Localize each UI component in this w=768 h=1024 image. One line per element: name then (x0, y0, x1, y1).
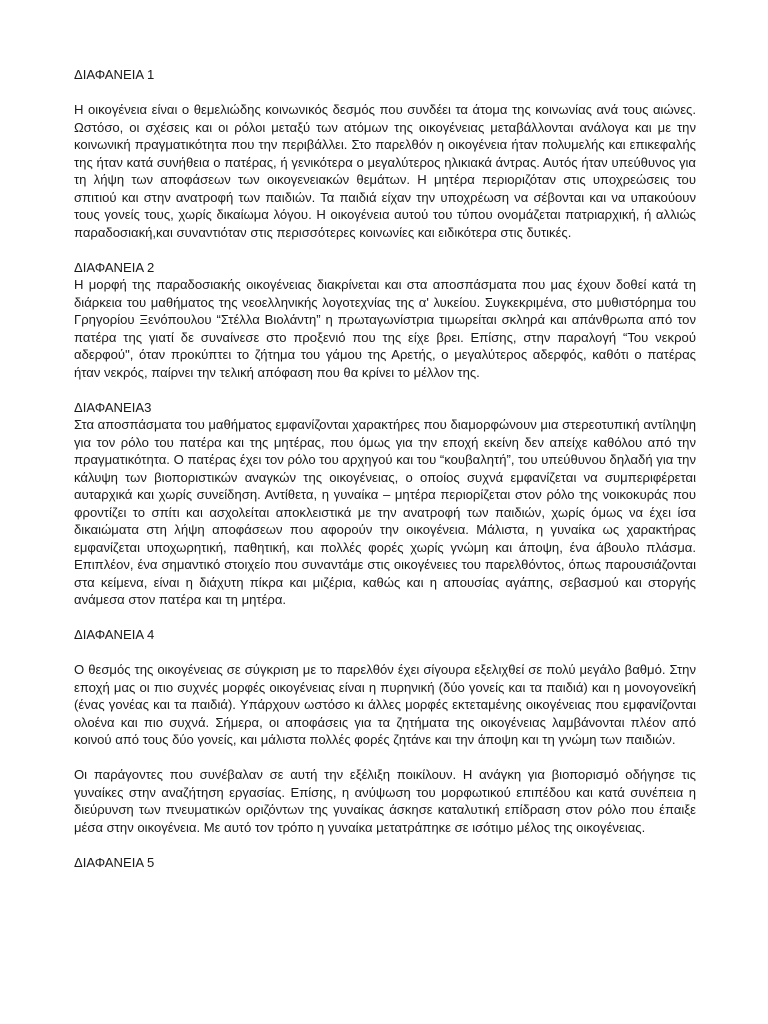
spacer (74, 609, 696, 627)
spacer (74, 84, 696, 102)
section-4-paragraph-1: Ο θεσμός της οικογένειας σε σύγκριση με το παρελθόν έχει σίγουρα εξελιχθεί σε πολύ μεγάλο βαθμό. Στην εποχή μας οι πιο συχνές μορφές οικογένειας είναι η πυρηνική (δύο γονείς και τα παιδιά) και η μονογονεϊκή (ένας γονέας και τα παιδιά). Υπάρχουν ωστόσο κι άλλες μορφές εκτεταμένης οικογένειας που εμφανίζονται ολοένα και πιο συχνά. Σήμερα, οι αποφάσεις για τα ζητήματα της οικογένειας λαμβάνονται πλέον από κοινού από τους δύο γονείς, και μάλιστα πολλές φορές ζητάνε και την άποψη και τη γνώμη των παιδιών. (74, 662, 696, 747)
spacer (74, 241, 696, 259)
section-4-paragraph-2: Οι παράγοντες που συνέβαλαν σε αυτή την εξέλιξη ποικίλουν. Η ανάγκη για βιοπορισμό οδήγησε τις γυναίκες στην αναζήτηση εργασίας. Επίσης, η ανύψωση του μορφωτικού επιπέδου και κατά συνέπεια η διεύρυνση των πνευματικών οριζόντων της γυναίκας άσκησε καταλυτική επίδραση στον ρόλο που έπαιξε μέσα στην οικογένεια. Με αυτό τον τρόπο η γυναίκα μετατράπηκε σε ισότιμο μέλος της οικογένειας. (74, 767, 696, 835)
spacer (74, 749, 696, 767)
section-2-paragraph: Η μορφή της παραδοσιακής οικογένειας διακρίνεται και στα αποσπάσματα που μας έχουν δοθεί κατά τη διάρκεια του μαθήματος της νεοελληνικής λογοτεχνίας της α' λυκείου. Συγκεκριμένα, στο μυθιστόρημα του Γρηγορίου Ξενόπουλου “Στέλλα Βιολάντη” η πρωταγωνίστρια τιμωρείται σκληρά και απάνθρωπα από τον πατέρα της γιατί δε συναίνεσε στο προξενιό που της είχε βρει. Επίσης, στην παραλογή “Του νεκρού αδερφού", όταν προκύπτει το ζήτημα του γάμου της Αρετής, ο μεγαλύτερος αδερφός, καθότι ο πατέρας ήταν νεκρός, παίρνει την τελική απόφαση που θα κρίνει το μέλλον της. (74, 277, 696, 380)
section-heading-1: ΔΙΑΦΑΝΕΙΑ 1 (74, 67, 155, 82)
spacer (74, 381, 696, 399)
spacer (74, 836, 696, 854)
section-heading-4: ΔΙΑΦΑΝΕΙΑ 4 (74, 627, 155, 642)
section-heading-5: ΔΙΑΦΑΝΕΙΑ 5 (74, 854, 155, 870)
section-3-paragraph: Στα αποσπάσματα του μαθήματος εμφανίζονται χαρακτήρες που διαμορφώνουν μια στερεοτυπική αντίληψη για τον ρόλο του πατέρα και της μητέρας, που όμως για την εποχή εκείνη δεν απείχε καθόλου από την πραγματικότητα. Ο πατέρας έχει τον ρόλο του αρχηγού και του “κουβαλητή”, του υπεύθυνου δηλαδή για την κάλυψη των βιοποριστικών αναγκών της οικογένειας, ο οποίος συχνά εμφανίζεται να συμπεριφέρεται αυταρχικά και χωρίς συνείδηση. Αντίθετα, η γυναίκα – μητέρα περιορίζεται στον ρόλο της νοικοκυράς που φροντίζει το σπίτι και ασχολείται αποκλειστικά με την ανατροφή των παιδιών, χωρίς όμως να έχει ίσα δικαιώματα στη λήψη αποφάσεων που αφορούν την οικογένεια. Μάλιστα, η γυναίκα ως χαρακτήρας εμφανίζεται υποχωρητική, παθητική, και πολλές φορές χωρίς γνώμη και άποψη, ένα άβουλο πλάσμα. Επιπλέον, ένα σημαντικό στοιχείο που συναντάμε στις οικογένειες του παρελθόντος, όπως παρουσιάζονται στα κείμενα, είναι η διάχυτη πίκρα και μιζέρια, καθώς και η απουσίας αγάπης, σεβασμού και στοργής ανάμεσα στον πατέρα και τη μητέρα. (74, 417, 696, 607)
section-1-paragraph: Η οικογένεια είναι ο θεμελιώδης κοινωνικός δεσμός που συνδέει τα άτομα της κοινωνίας ανά τους αιώνες. Ωστόσο, οι σχέσεις και οι ρόλοι μεταξύ των ατόμων της οικογένειας μεταβάλλονται ανάλογα και με την κοινωνική πραγματικότητα που την περιβάλλει. Στο παρελθόν η οικογένεια ήταν πολυμελής και επικεφαλής της ήταν κατά συνήθεια ο πατέρας, ή γενικότερα ο μεγαλύτερος ηλικιακά άντρας. Αυτός ήταν υπεύθυνος για τη λήψη των αποφάσεων των οικογενειακών θεμάτων. Η μητέρα περιοριζόταν στις υποχρεώσεις του σπιτιού και στην ανατροφή των παιδιών. Τα παιδιά είχαν την υποχρέωση να σέβονται και να υπακούουν τους γονείς τους, χωρίς δικαίωμα λόγου. Η οικογένεια αυτού του τύπου ονομάζεται πατριαρχική, ή αλλιώς παραδοσιακή,και συναντιόταν στις περισσότερες κοινωνίες και ειδικότερα στις δυτικές. (74, 102, 696, 240)
document-page (74, 66, 696, 871)
spacer (74, 644, 696, 662)
section-heading-3: ΔΙΑΦΑΝΕΙΑ3 (74, 399, 152, 415)
section-heading-2: ΔΙΑΦΑΝΕΙΑ 2 (74, 259, 155, 275)
